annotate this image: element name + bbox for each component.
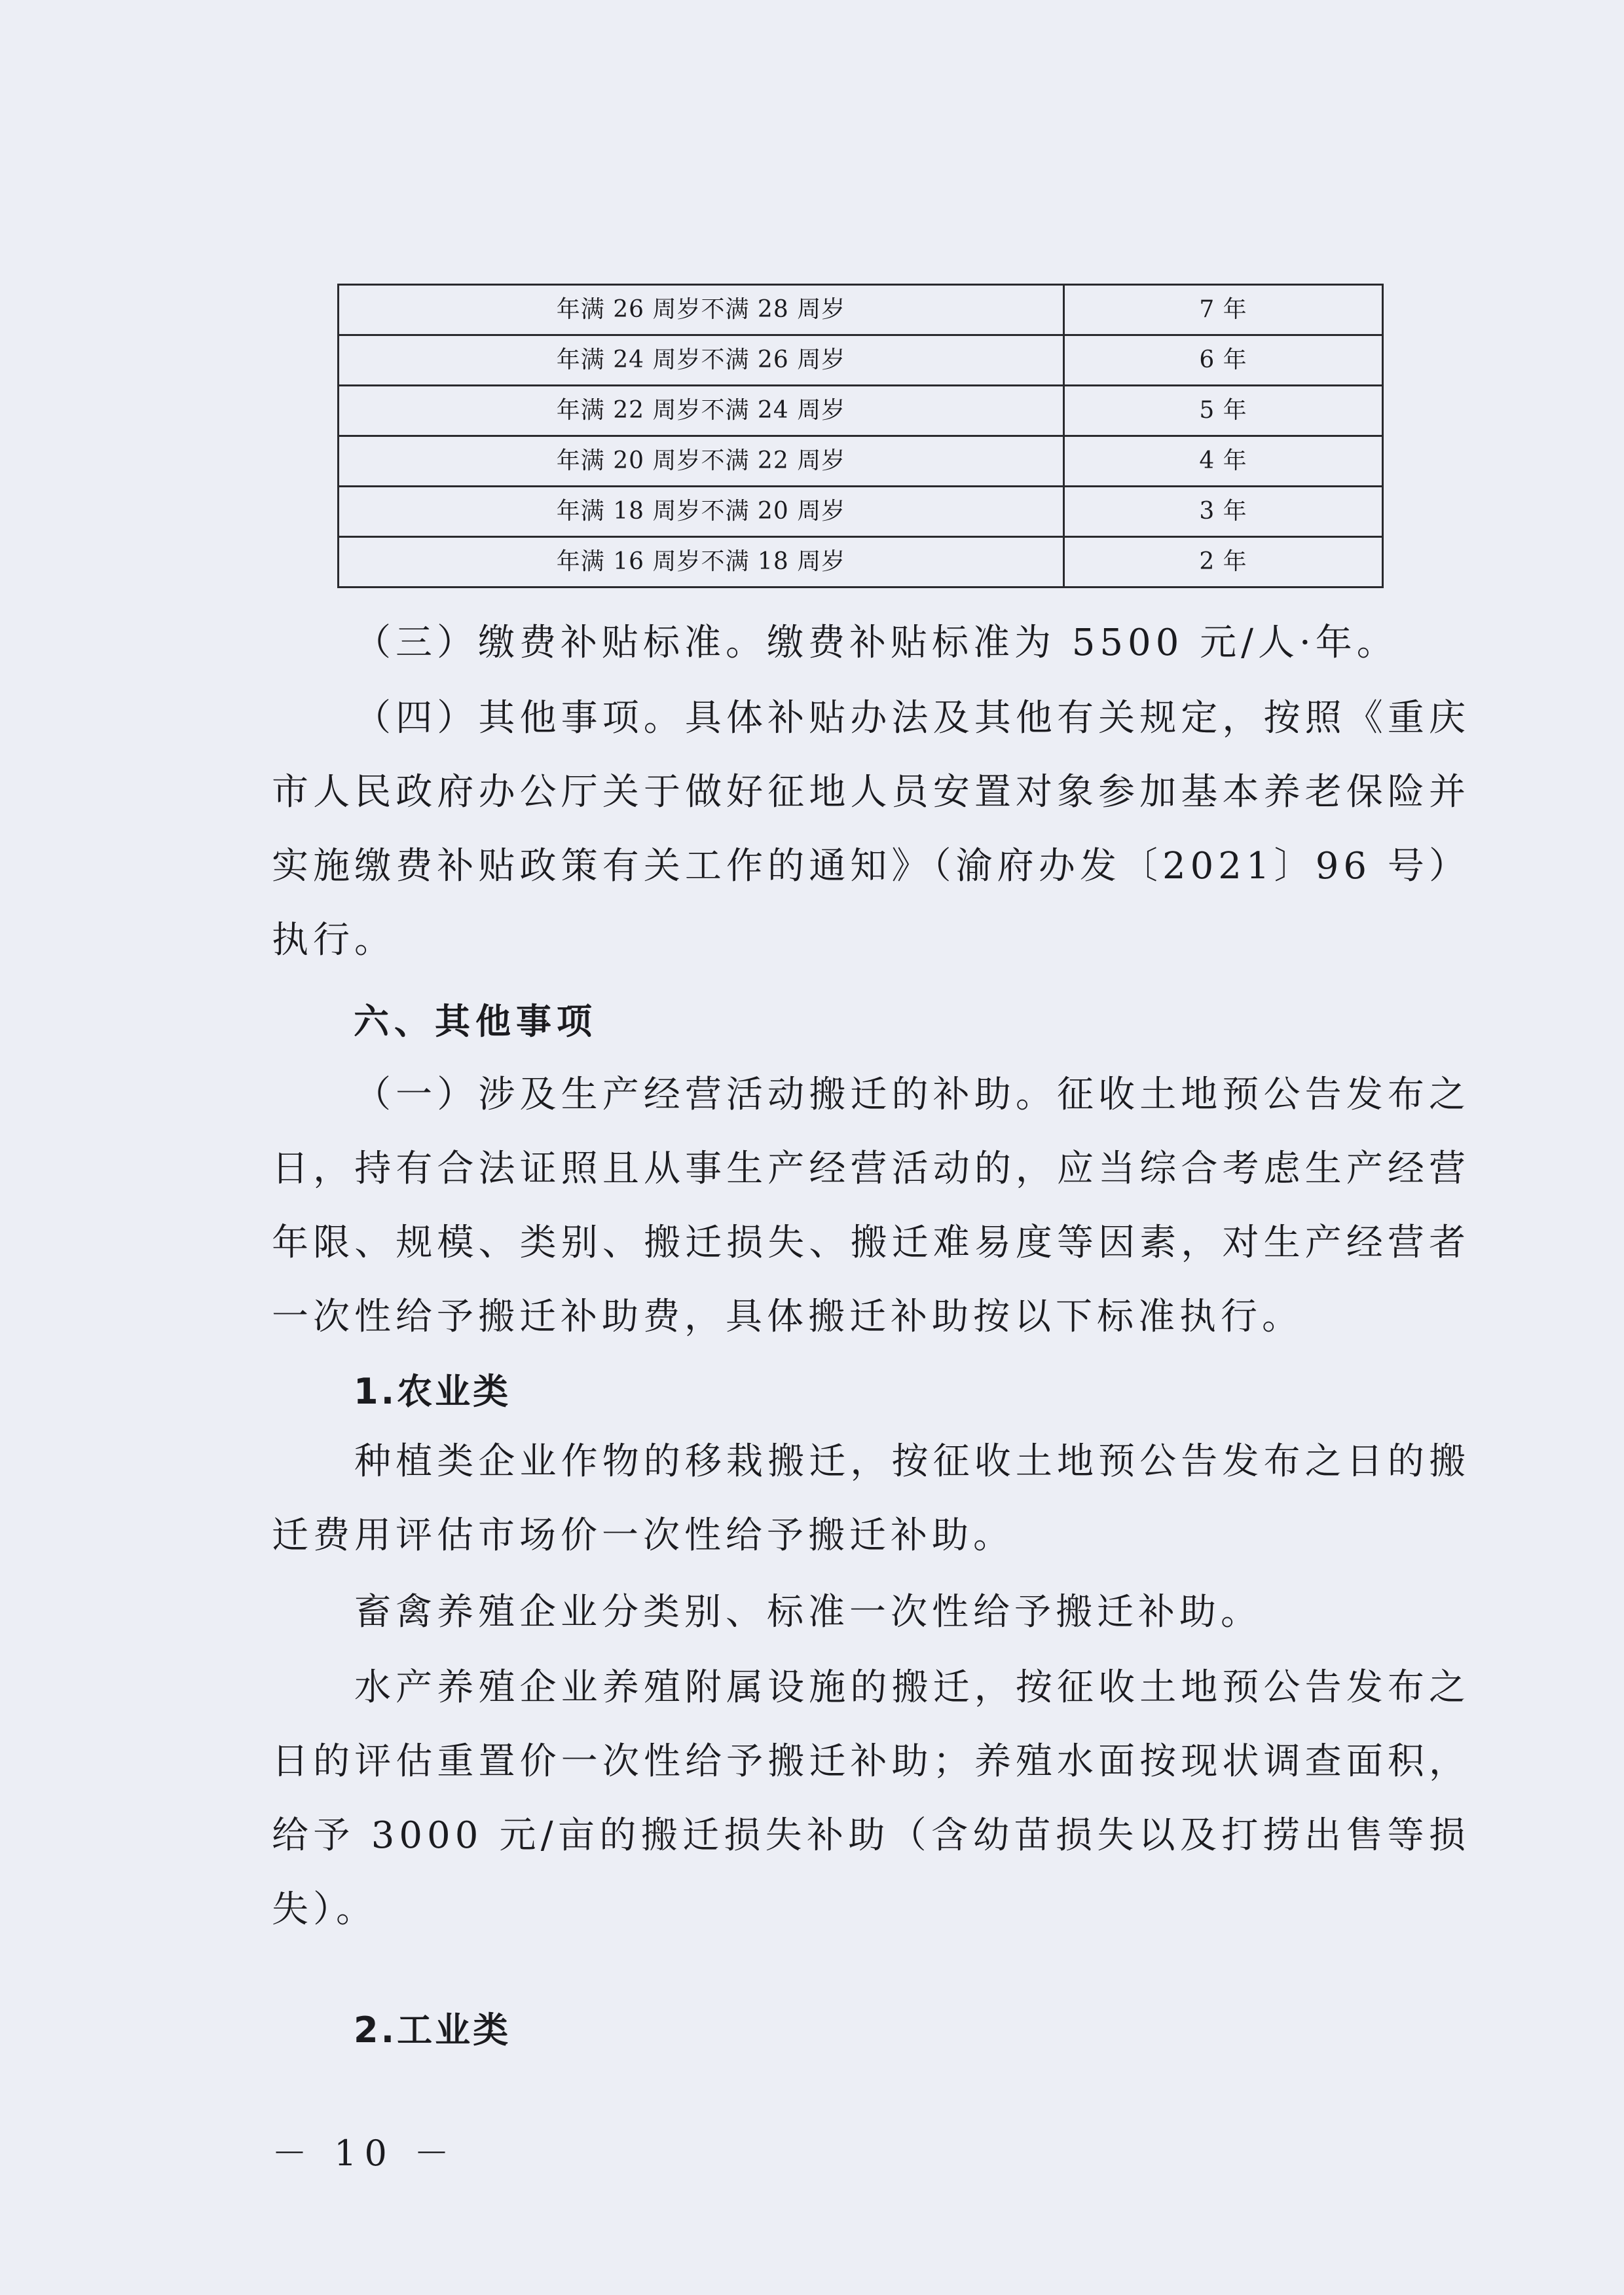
- age-range-cell: 年满 22 周岁不满 24 周岁: [339, 386, 1064, 436]
- relocation-subsidy-paragraph: （一）涉及生产经营活动搬迁的补助。征收土地预公告发布之日，持有合法证照且从事生产经营活动的，应当综合考虑生产经营年限、规模、类别、搬迁损失、搬迁难易度等因素，对生产经营者一次性给予搬迁补助费，具体搬迁补助按以下标准执行。: [272, 1073, 1470, 1338]
- page-number: － 10 －: [272, 2133, 458, 2174]
- aquaculture-paragraph: 水产养殖企业养殖附属设施的搬迁，按征收土地预公告发布之日的评估重置价一次性给予搬迁补助；养殖水面按现状调查面积，给予 3000 元/亩的搬迁损失补助（含幼苗损失以及打捞出售等损失）。: [272, 1666, 1470, 1931]
- age-table: [337, 284, 1384, 588]
- age-range-cell: 年满 16 周岁不满 18 周岁: [339, 537, 1064, 588]
- years-cell: 6 年: [1064, 335, 1383, 386]
- age-range-cell: 年满 20 周岁不满 22 周岁: [339, 436, 1064, 487]
- years-cell: 2 年: [1064, 537, 1383, 588]
- years-cell: 7 年: [1064, 285, 1383, 335]
- contribution-subsidy-paragraph: （三）缴费补贴标准。缴费补贴标准为 5500 元/人·年。: [354, 622, 1398, 664]
- years-cell: 4 年: [1064, 436, 1383, 487]
- table-row: [339, 537, 1383, 588]
- agriculture-heading: 1.农业类: [354, 1371, 511, 1412]
- table-row: [339, 285, 1383, 335]
- table-row: [339, 386, 1383, 436]
- section-heading-six: 六、其他事项: [354, 1001, 597, 1042]
- years-cell: 5 年: [1064, 386, 1383, 436]
- age-range-cell: 年满 24 周岁不满 26 周岁: [339, 335, 1064, 386]
- other-matters-paragraph: （四）其他事项。具体补贴办法及其他有关规定，按照《重庆市人民政府办公厅关于做好征地人员安置对象参加基本养老保险并实施缴费补贴政策有关工作的通知》（渝府办发〔2021〕96 号）执行。: [272, 697, 1470, 961]
- age-range-cell: 年满 18 周岁不满 20 周岁: [339, 487, 1064, 537]
- years-cell: 3 年: [1064, 487, 1383, 537]
- table-row: [339, 487, 1383, 537]
- table-row: [339, 335, 1383, 386]
- table-row: [339, 436, 1383, 487]
- industry-heading: 2.工业类: [354, 2009, 511, 2051]
- planting-paragraph: 种植类企业作物的移栽搬迁，按征收土地预公告发布之日的搬迁费用评估市场价一次性给予搬迁补助。: [272, 1440, 1470, 1557]
- age-range-cell: 年满 26 周岁不满 28 周岁: [339, 285, 1064, 335]
- livestock-paragraph: 畜禽养殖企业分类别、标准一次性给予搬迁补助。: [354, 1591, 1262, 1633]
